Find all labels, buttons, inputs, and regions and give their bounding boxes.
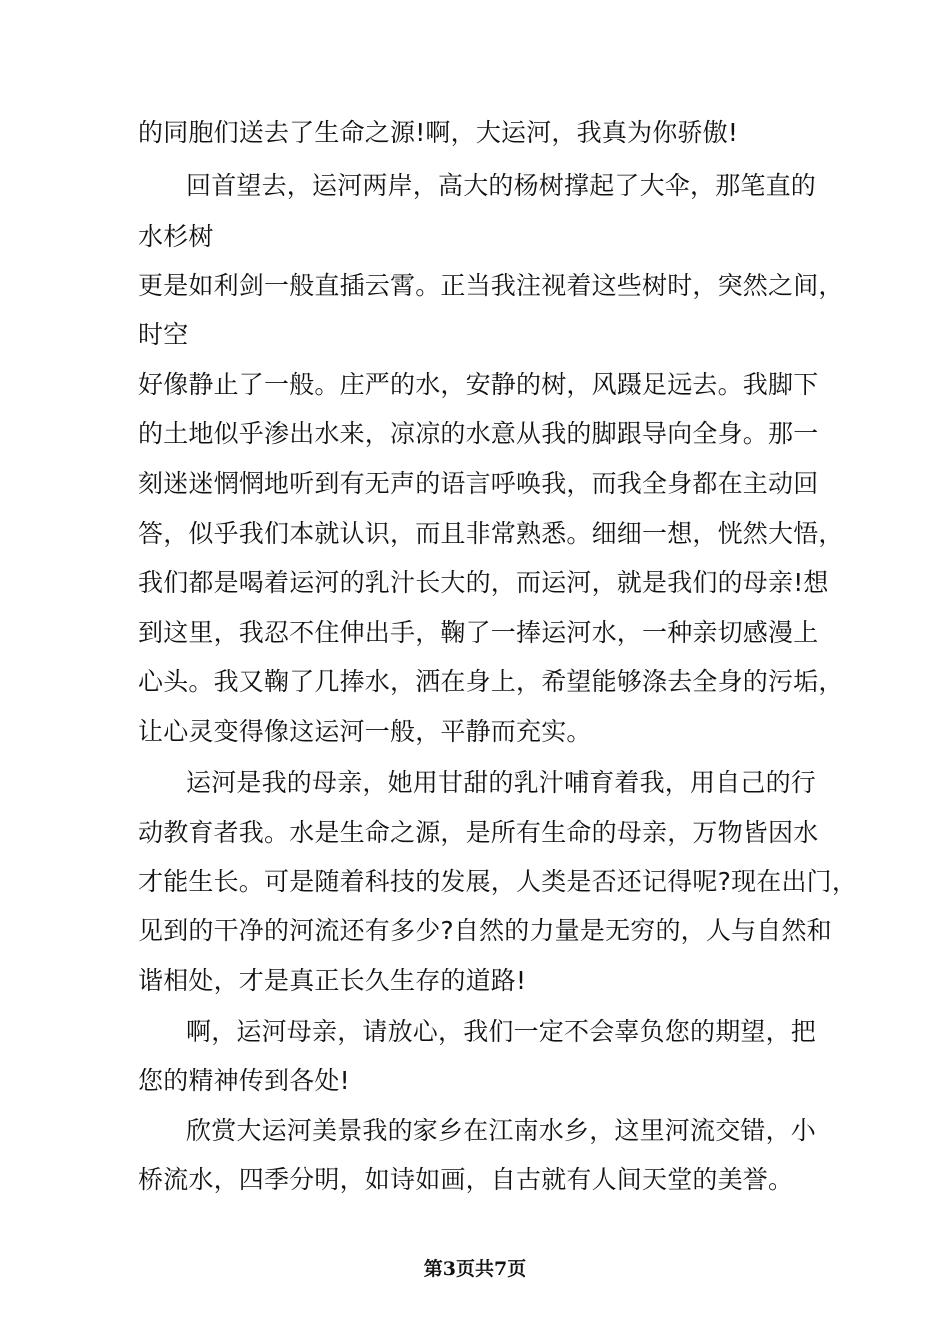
- text-line-12: 心头。我又鞠了几捧水，洒在身上，希望能够涤去全身的污垢，: [138, 667, 844, 696]
- text-line-20: 您的精神传到各处!: [138, 1066, 350, 1095]
- text-line-3: 水杉树: [138, 222, 214, 251]
- text-line-9: 答，似乎我们本就认识，而且非常熟悉。细细一想，恍然大悟，: [138, 519, 844, 548]
- text-line-10: 我们都是喝着运河的乳汁长大的，而运河，就是我们的母亲!想: [138, 568, 829, 597]
- text-line-2: 回首望去，运河两岸，高大的杨树撑起了大伞，那笔直的: [186, 171, 817, 200]
- text-line-18: 谐相处，才是真正长久生存的道路!: [138, 966, 527, 995]
- text-line-11: 到这里，我忍不住伸出手，鞠了一捧运河水，一种亲切感漫上: [138, 618, 819, 647]
- text-line-22: 桥流水，四季分明，如诗如画，自古就有人间天堂的美誉。: [138, 1165, 794, 1194]
- text-line-21: 欣赏大运河美景我的家乡在江南水乡，这里河流交错，小: [186, 1116, 817, 1145]
- text-line-17: 见到的干净的河流还有多少?自然的力量是无穷的，人与自然和: [138, 916, 832, 945]
- text-line-5: 时空: [138, 320, 189, 349]
- text-line-4: 更是如利剑一般直插云霄。正当我注视着这些树时，突然之间，: [138, 271, 844, 300]
- text-line-14: 运河是我的母亲，她用甘甜的乳汁哺育着我，用自己的行: [186, 768, 817, 797]
- text-line-8: 刻迷迷惘惘地听到有无声的语言呼唤我，而我全身都在主动回: [138, 469, 819, 498]
- page-number-footer: 第3页共7页: [423, 1258, 527, 1280]
- text-line-7: 的土地似乎渗出水来，凉凉的水意从我的脚跟导向全身。那一: [138, 419, 819, 448]
- text-line-1: 的同胞们送去了生命之源!啊，大运河，我真为你骄傲!: [138, 118, 739, 147]
- text-line-15: 动教育者我。水是生命之源，是所有生命的母亲，万物皆因水: [138, 818, 819, 847]
- text-line-13: 让心灵变得像这运河一般，平静而充实。: [138, 717, 592, 746]
- text-line-19: 啊，运河母亲，请放心，我们一定不会辜负您的期望，把: [186, 1017, 817, 1046]
- text-line-16: 才能生长。可是随着科技的发展，人类是否还记得呢?现在出门，: [138, 867, 858, 896]
- text-line-6: 好像静止了一般。庄严的水，安静的树，风蹑足远去。我脚下: [138, 370, 819, 399]
